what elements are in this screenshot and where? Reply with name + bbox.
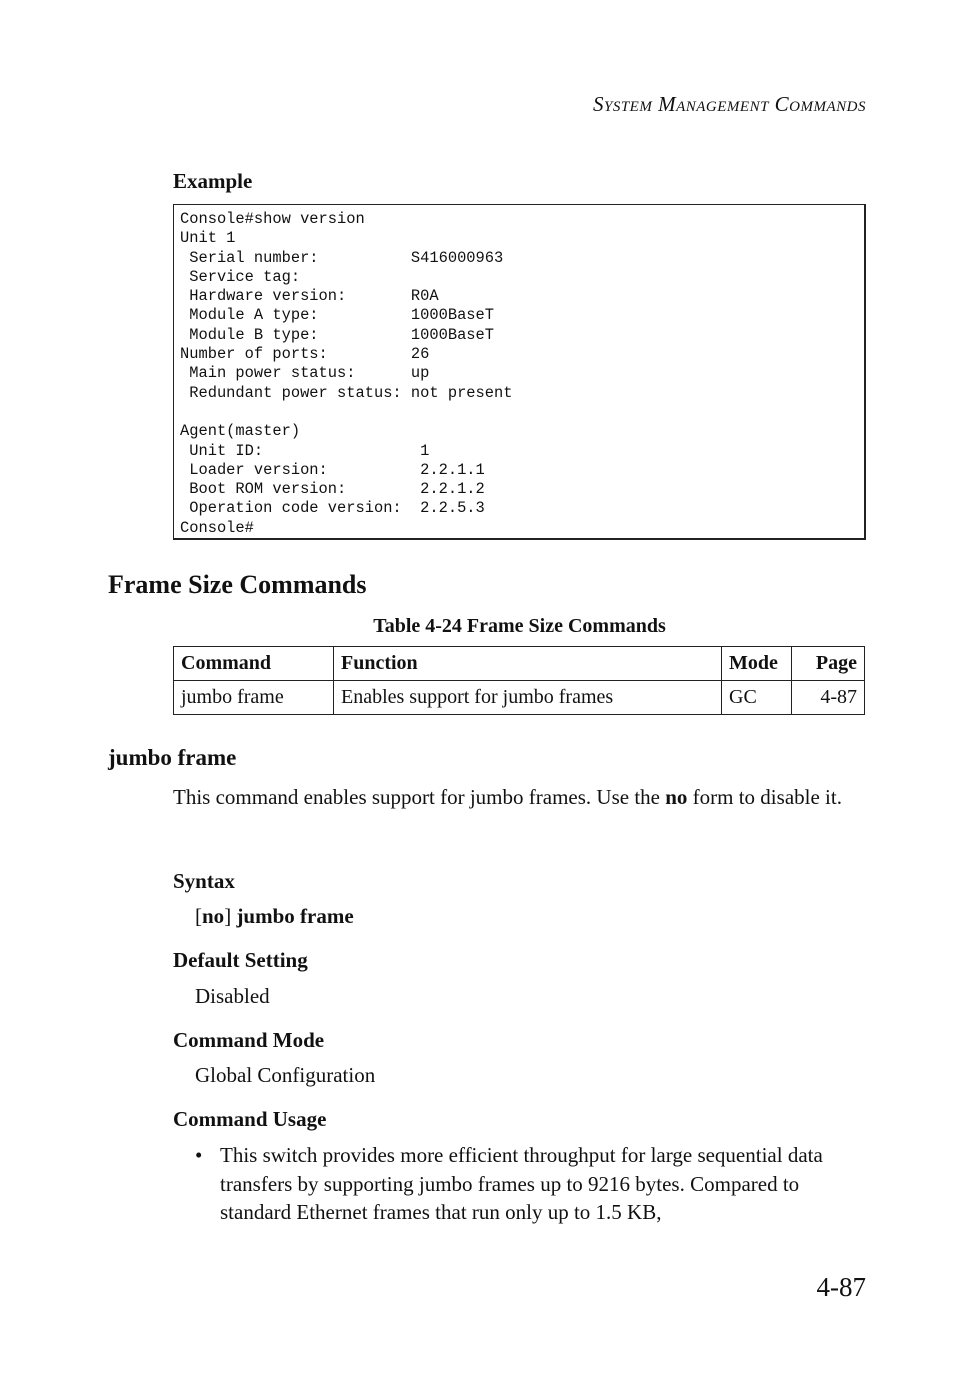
- syntax-bracket-close: ]: [224, 904, 232, 928]
- table-row: [174, 681, 865, 715]
- header-page: Page: [792, 647, 865, 681]
- cell-page: 4-87: [792, 681, 865, 715]
- header-function: Function: [334, 647, 722, 681]
- syntax-label: Syntax: [173, 869, 235, 893]
- cell-function: Enables support for jumbo frames: [334, 681, 722, 715]
- header-mode: Mode: [722, 647, 792, 681]
- table-header-row: [174, 647, 865, 681]
- syntax-no: no: [202, 904, 225, 928]
- bullet-icon: •: [195, 1143, 203, 1167]
- command-usage-label: Command Usage: [173, 1107, 327, 1131]
- intro-bold-no: no: [665, 785, 688, 809]
- page-number: 4-87: [816, 1272, 866, 1302]
- intro-text-after: form to disable it.: [687, 785, 842, 809]
- command-title: jumbo frame: [108, 745, 237, 770]
- section-title: Frame Size Commands: [108, 570, 367, 599]
- command-intro: [173, 781, 863, 813]
- code-example: Console#show version Unit 1 Serial number: S416000963 Service tag: Hardware version: R0A Module A type: 1000BaseT Module B type: 1000BaseT Number of ports: 26 Main power status: up Redundant power status: not present Agent(master) Unit ID: 1 Loader version: 2.2.1.1 Boot ROM version: 2.2.1.2 Operation code version: 2.2.5.3 Console#: [173, 204, 866, 540]
- default-setting-label: Default Setting: [173, 948, 308, 972]
- running-head: System Management Commands: [593, 92, 866, 116]
- example-label: Example: [173, 169, 253, 193]
- header-command: Command: [174, 647, 334, 681]
- syntax-command: jumbo frame: [236, 904, 354, 928]
- frame-size-commands-table: [173, 646, 865, 715]
- syntax-line: [195, 904, 354, 929]
- intro-text-before: This command enables support for jumbo frames. Use the: [173, 785, 666, 809]
- syntax-bracket-open: [: [195, 904, 202, 928]
- cell-command: jumbo frame: [174, 681, 334, 715]
- cell-mode: GC: [722, 681, 792, 715]
- command-mode-label: Command Mode: [173, 1028, 325, 1052]
- table-caption: Table 4-24 Frame Size Commands: [373, 615, 666, 637]
- default-setting-value: Disabled: [195, 984, 270, 1008]
- usage-bullet-text: This switch provides more efficient throughput for large sequential data transfers by supporting jumbo frames up to 9216 bytes. Compared to standard Ethernet frames that run only up to 1.5 KB,: [220, 1143, 823, 1224]
- command-mode-value: Global Configuration: [195, 1063, 376, 1087]
